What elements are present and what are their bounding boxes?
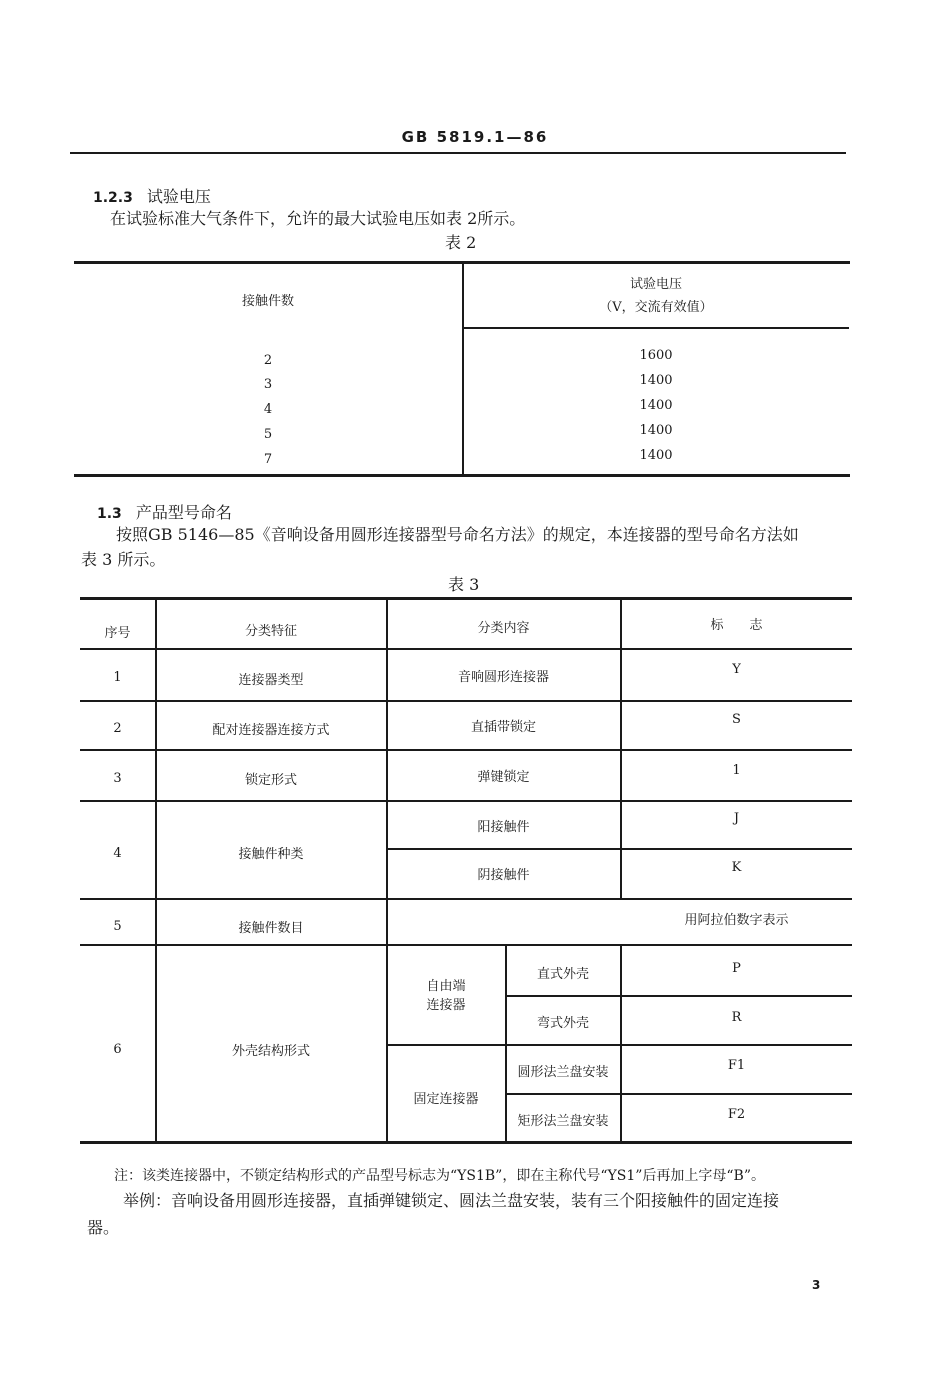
table2-caption: 表 2: [445, 233, 477, 252]
table3-content: 阴接触件: [477, 868, 530, 883]
table3-sub-content: 矩形法兰盘安装: [517, 1114, 609, 1129]
table3-row-rule: [505, 1093, 852, 1095]
table3-caption: 表 3: [448, 575, 480, 594]
section-1-2-3-text: 在试验标准大气条件下，允许的最大试验电压如表 2所示。: [110, 209, 526, 228]
table2-count: 4: [263, 402, 273, 417]
section-title: 试验电压: [146, 187, 211, 206]
table2-count: 7: [263, 452, 273, 467]
example-line2: 器。: [87, 1218, 120, 1237]
section-1-3-heading: [97, 500, 232, 523]
table3-seq: 6: [113, 1042, 122, 1057]
table3-mark: 用阿拉伯数字表示: [684, 913, 789, 928]
table3-row-rule: [80, 749, 852, 751]
table3-group-fixed: 固定连接器: [413, 1092, 479, 1107]
table3-seq: 5: [113, 919, 122, 934]
section-title: 产品型号命名: [135, 503, 232, 522]
section-1-2-3-heading: [93, 184, 211, 207]
table3-seq: 4: [113, 846, 122, 861]
table3-seq: 3: [113, 771, 122, 786]
table3-mark: J: [733, 811, 740, 826]
table3-row-rule: [80, 944, 852, 946]
table3-sub-content: 弯式外壳: [536, 1016, 589, 1031]
document-header: GB 5819.1—86: [401, 128, 549, 146]
table3-mark: 1: [732, 763, 741, 778]
table2-count: 2: [263, 353, 273, 368]
table3-content: 弹键锁定: [477, 770, 530, 785]
table3-bottom-rule: [80, 1141, 852, 1144]
table2-voltage: 1400: [639, 398, 673, 413]
table3-feature: 接触件数目: [238, 921, 304, 936]
table3-group-free-line1: 自由端: [426, 979, 466, 994]
section-number: 1.3: [97, 506, 122, 522]
table3-header-seq: 序号: [104, 626, 131, 641]
table3-mark: R: [731, 1010, 742, 1025]
table3-mark: Y: [732, 662, 741, 677]
table2-voltage: 1400: [639, 373, 673, 388]
header-rule: [70, 152, 846, 154]
table2-voltage: 1400: [639, 423, 673, 438]
page-number: 3: [812, 1278, 821, 1292]
table3-mark: F2: [727, 1107, 746, 1122]
table3-content: 阳接触件: [477, 820, 530, 835]
table3-sub-content: 直式外壳: [536, 967, 589, 982]
table3-content: 直插带锁定: [470, 720, 536, 735]
table2-divider: [462, 262, 464, 475]
table3-row-rule: [505, 995, 852, 997]
table2-voltage: 1600: [639, 348, 673, 363]
table3-header-content: 分类内容: [477, 621, 530, 636]
table2-col1-header: 接触件数: [241, 294, 294, 309]
table3-sub-content: 圆形法兰盘安装: [517, 1065, 609, 1080]
section-1-3-text-line1: 按照GB 5146—85《音响设备用圆形连接器型号命名方法》的规定，本连接器的型号命名方法如: [116, 525, 799, 544]
table2-col2-header-line1: 试验电压: [629, 277, 682, 292]
example-line1: 举例：音响设备用圆形连接器，直插弹键锁定、圆法兰盘安装，装有三个阳接触件的固定连接: [123, 1191, 780, 1210]
table3-mark: P: [732, 961, 741, 976]
table3-feature: 锁定形式: [244, 773, 297, 788]
table3-header-mark: 标 志: [710, 618, 763, 633]
table3-col-rule: [620, 598, 622, 898]
section-1-3-text-line2: 表 3 所示。: [81, 550, 166, 569]
table2-count: 5: [263, 427, 273, 442]
table3-mark: F1: [727, 1058, 746, 1073]
table2-bottom-rule: [74, 474, 850, 477]
table3-row-rule: [80, 648, 852, 650]
section-number: 1.2.3: [93, 190, 133, 206]
table3-feature: 接触件种类: [238, 847, 304, 862]
table3-feature: 连接器类型: [238, 673, 304, 688]
table3-mark: K: [731, 860, 742, 875]
table3-seq: 2: [113, 721, 122, 736]
table3-seq: 1: [113, 670, 122, 685]
table2-header-rule: [463, 327, 849, 329]
table3-top-rule: [80, 597, 852, 600]
table2-voltage: 1400: [639, 448, 673, 463]
table3-row-rule: [80, 898, 852, 900]
table3-content: 音响圆形连接器: [457, 670, 549, 685]
table2-col2-header-line2: （V，交流有效值）: [599, 300, 713, 315]
table3-row-rule: [80, 800, 852, 802]
table3-header-feature: 分类特征: [244, 624, 297, 639]
table3-row-rule: [80, 700, 852, 702]
table3-feature: 外壳结构形式: [231, 1044, 310, 1059]
table3-group-free-line2: 连接器: [426, 998, 466, 1013]
table3-mark: S: [732, 712, 741, 727]
table2-count: 3: [263, 377, 273, 392]
table3-note: 注：该类连接器中，不锁定结构形式的产品型号标志为“YS1B”，即在主称代号“YS1”后再加上字母“B”。: [114, 1168, 765, 1184]
table3-feature: 配对连接器连接方式: [212, 723, 330, 738]
